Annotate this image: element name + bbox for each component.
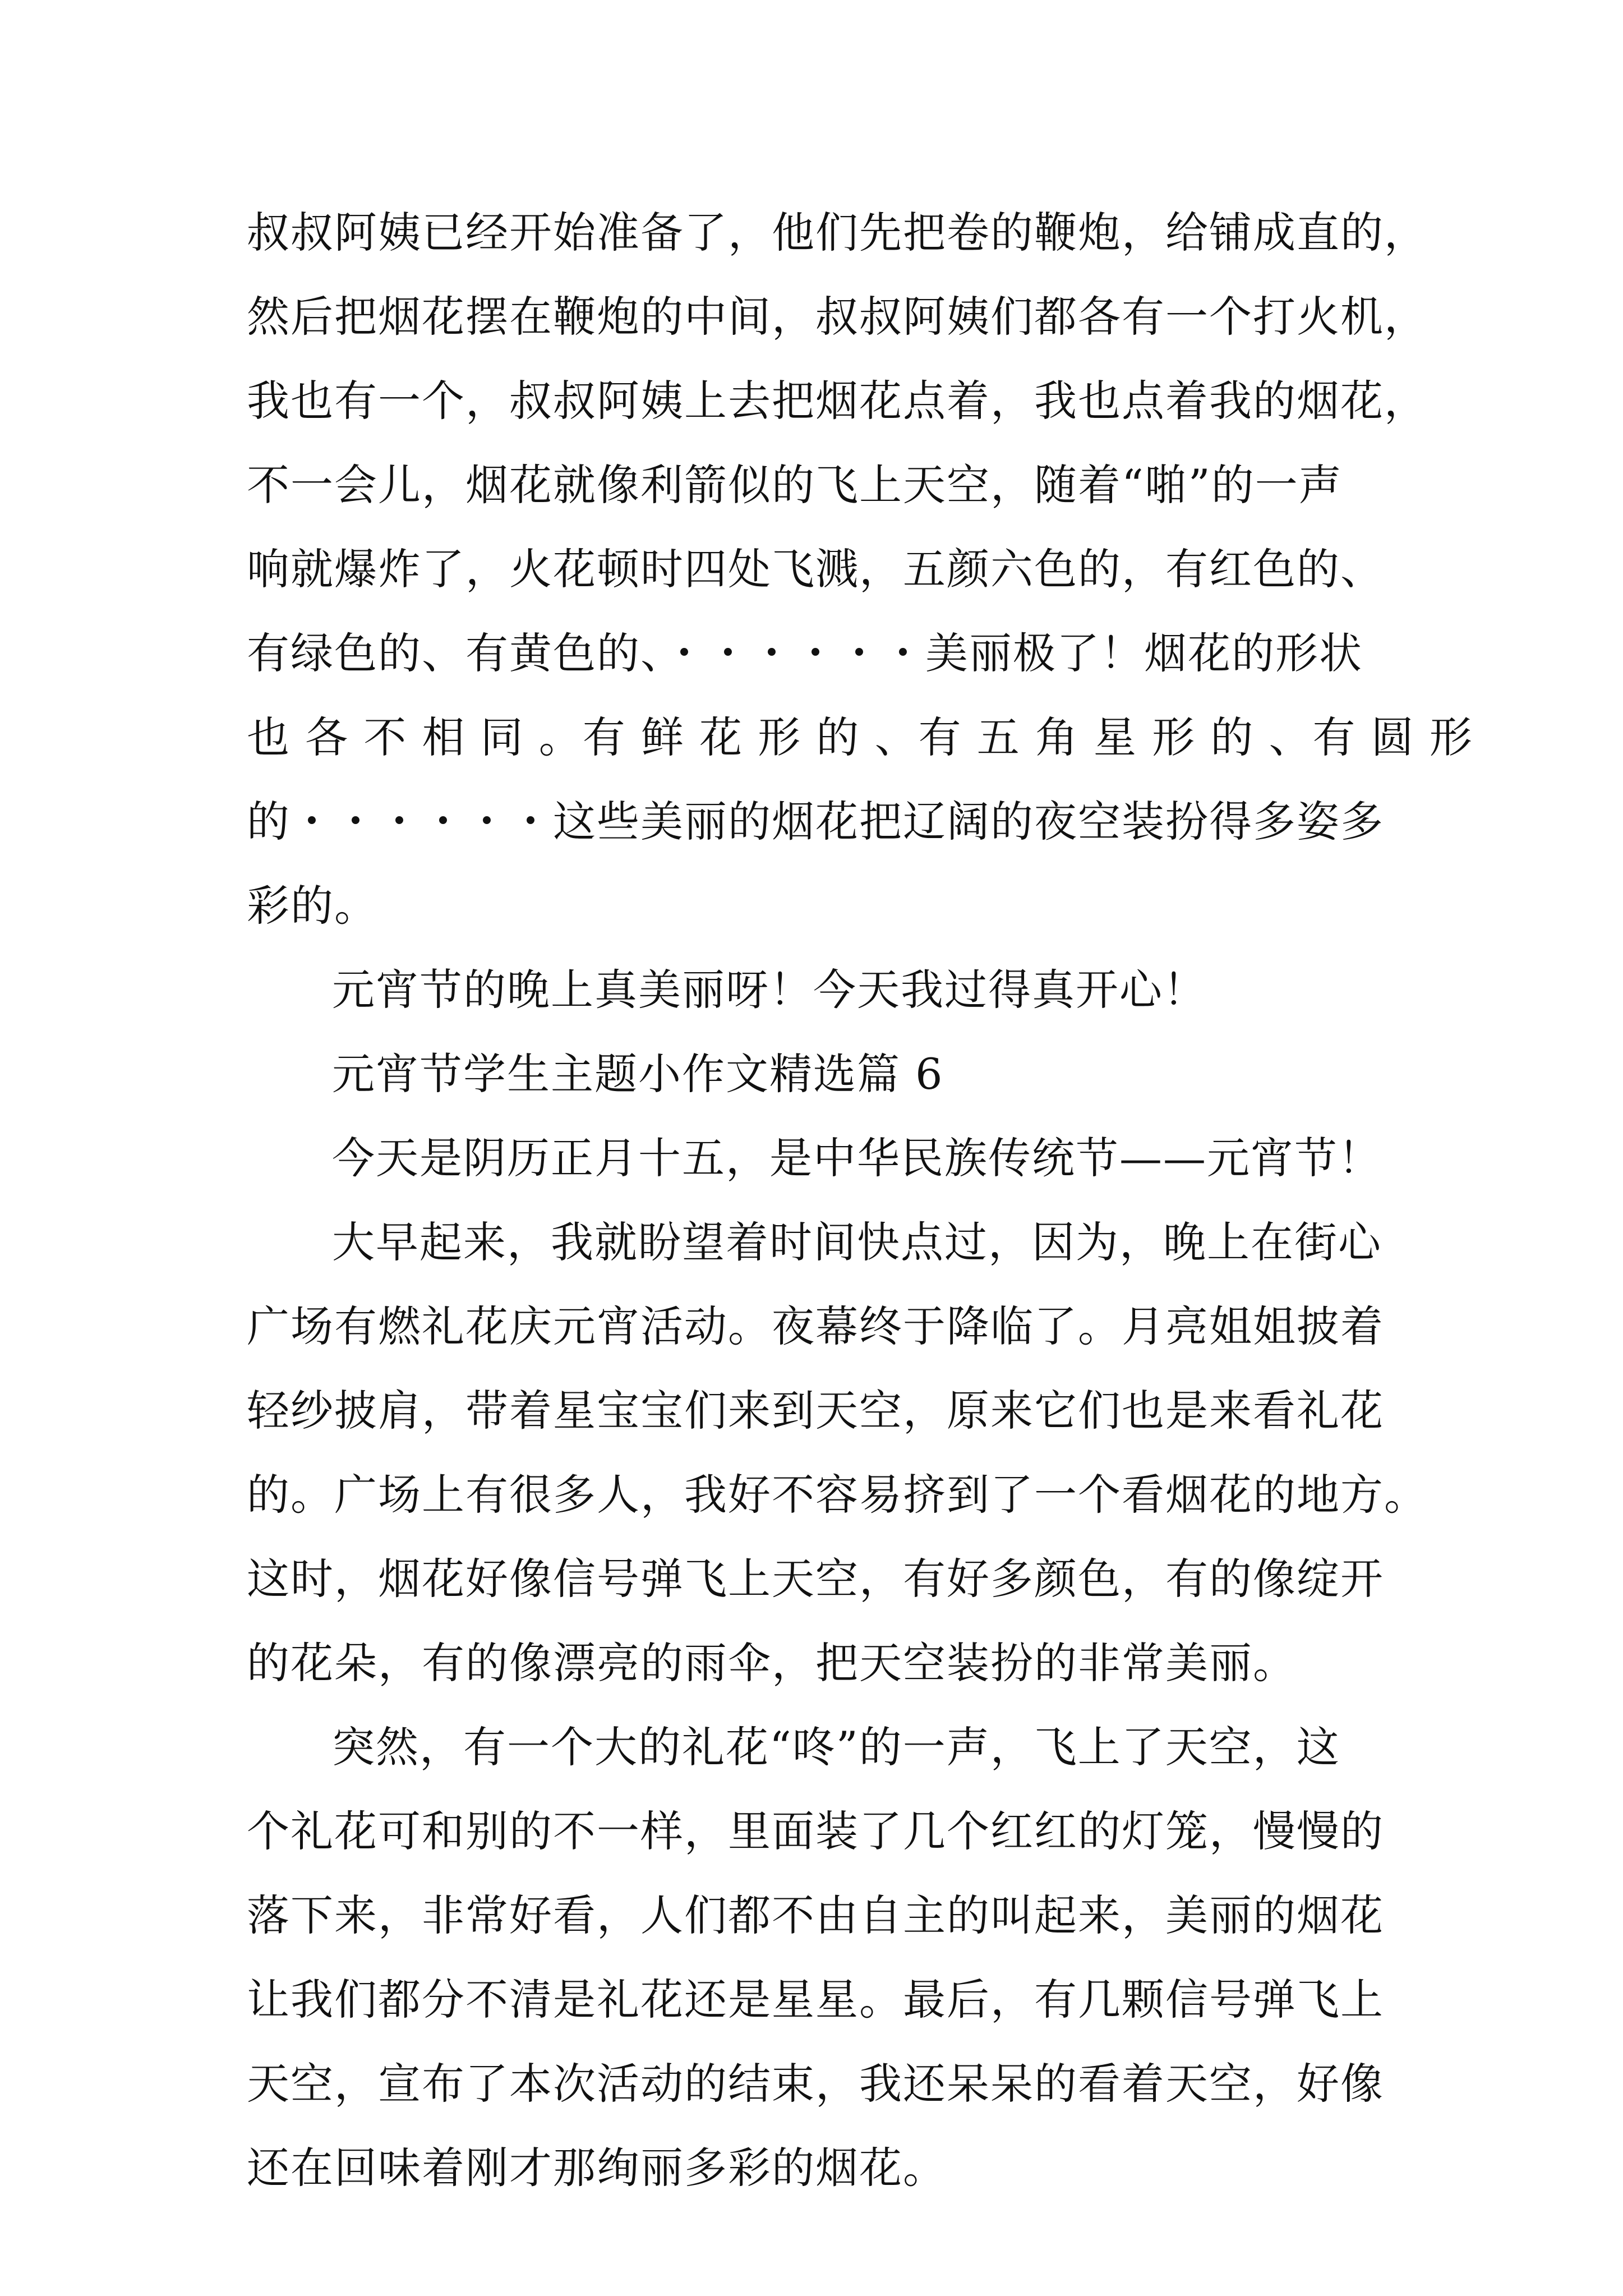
- paragraph-5-line-2: 个礼花可和别的不一样，里面装了几个红红的灯笼，慢慢的: [247, 1806, 1384, 1856]
- paragraph-1-line-6: 有绿色的、有黄色的、・・・・・・美丽极了！烟花的形状: [247, 628, 1363, 678]
- paragraph-1-line-2: 然后把烟花摆在鞭炮的中间，叔叔阿姨们都各有一个打火机，: [247, 292, 1428, 342]
- paragraph-3: 今天是阴历正月十五，是中华民族传统节——元宵节！: [332, 1133, 1382, 1183]
- paragraph-4-line-1: 大早起来，我就盼望着时间快点过，因为，晚上在街心: [332, 1217, 1382, 1267]
- paragraph-4-line-6: 的花朵，有的像漂亮的雨伞，把天空装扮的非常美丽。: [247, 1638, 1297, 1688]
- paragraph-5-line-4: 让我们都分不清是礼花还是星星。最后，有几颗信号弹飞上: [247, 1975, 1384, 2024]
- paragraph-5-line-5: 天空，宣布了本次活动的结束，我还呆呆的看着天空，好像: [247, 2059, 1384, 2109]
- section-heading: 元宵节学生主题小作文精选篇 6: [332, 1049, 944, 1099]
- paragraph-4-line-4: 的。广场上有很多人，我好不容易挤到了一个看烟花的地方。: [247, 1470, 1428, 1520]
- paragraph-1-line-4: 不一会儿，烟花就像利箭似的飞上天空，随着“啪”的一声: [247, 460, 1343, 510]
- paragraph-4-line-2: 广场有燃礼花庆元宵活动。夜幕终于降临了。月亮姐姐披着: [247, 1301, 1384, 1351]
- paragraph-1-line-7: 也 各 不 相 同 。有 鲜 花 形 的 、有 五 角 星 形 的 、有 圆 形: [247, 712, 1473, 762]
- paragraph-4-line-5: 这时，烟花好像信号弹飞上天空，有好多颜色，有的像绽开: [247, 1554, 1384, 1604]
- paragraph-5-line-6: 还在回味着刚才那绚丽多彩的烟花。: [247, 2143, 947, 2193]
- essay-body: [247, 191, 1473, 2210]
- paragraph-1-line-5: 响就爆炸了，火花顿时四处飞溅，五颜六色的，有红色的、: [247, 544, 1384, 594]
- paragraph-4-line-3: 轻纱披肩，带着星宝宝们来到天空，原来它们也是来看礼花: [247, 1386, 1384, 1435]
- paragraph-1-line-8: 的・・・・・・这些美丽的烟花把辽阔的夜空装扮得多姿多: [247, 797, 1384, 846]
- paragraph-1-line-1: 叔叔阿姨已经开始准备了，他们先把卷的鞭炮，给铺成直的，: [247, 208, 1428, 257]
- paragraph-5-line-3: 落下来，非常好看，人们都不由自主的叫起来，美丽的烟花: [247, 1890, 1384, 1940]
- paragraph-1-line-9: 彩的。: [247, 881, 378, 931]
- paragraph-1-line-3: 我也有一个，叔叔阿姨上去把烟花点着，我也点着我的烟花，: [247, 376, 1428, 426]
- paragraph-2: 元宵节的晚上真美丽呀！今天我过得真开心！: [332, 965, 1207, 1015]
- paragraph-5-line-1: 突然，有一个大的礼花“咚”的一声，飞上了天空，这: [332, 1722, 1340, 1772]
